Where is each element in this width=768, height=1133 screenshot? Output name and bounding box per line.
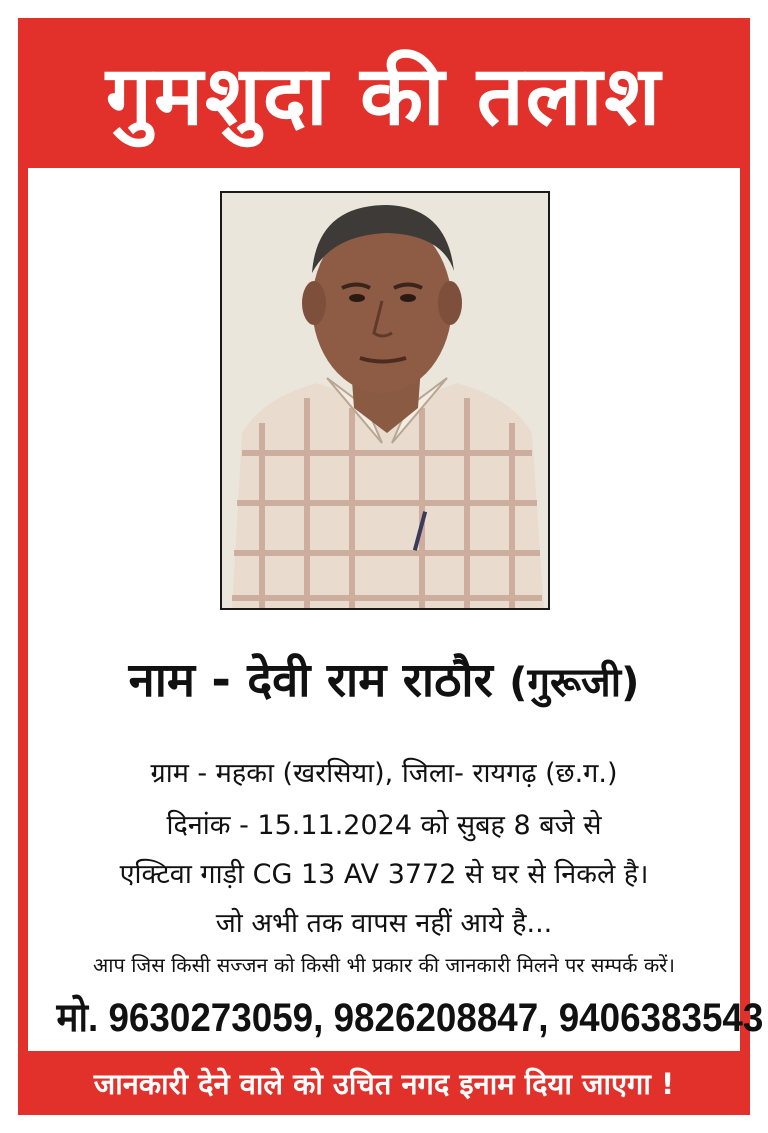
missing-person-poster — [18, 18, 764, 1115]
person-name — [28, 646, 740, 710]
reward-banner: जानकारी देने वाले को उचित नगद इनाम दिया जाएगा ! — [93, 1066, 675, 1101]
vehicle-line: एक्टिवा गाड़ी CG 13 AV 3772 से घर से निकले है। — [119, 859, 649, 890]
address-line: ग्राम - महका (खरसिया), जिला- रायगढ़ (छ.ग.) — [150, 758, 618, 789]
person-photo-illustration — [222, 193, 548, 608]
contact-phones: मो. 9630273059, 9826208847, 9406383543 — [56, 996, 764, 1040]
poster-content-panel — [28, 168, 764, 1051]
appeal-line: आप जिस किसी सज्जन को किसी भी प्रकार की जानकारी मिलने पर सम्पर्क करें। — [93, 953, 675, 977]
date-line: दिनांक - 15.11.2024 को सुबह 8 बजे से — [166, 810, 602, 841]
poster-title: गुमशुदा की तलाश — [105, 49, 663, 144]
name-text: नाम - देवी राम राठौर — [128, 653, 493, 708]
status-line: जो अभी तक वापस नहीं आये है... — [215, 908, 553, 939]
nickname-text: (गुरूजी) — [509, 660, 640, 706]
person-photo — [220, 191, 550, 610]
